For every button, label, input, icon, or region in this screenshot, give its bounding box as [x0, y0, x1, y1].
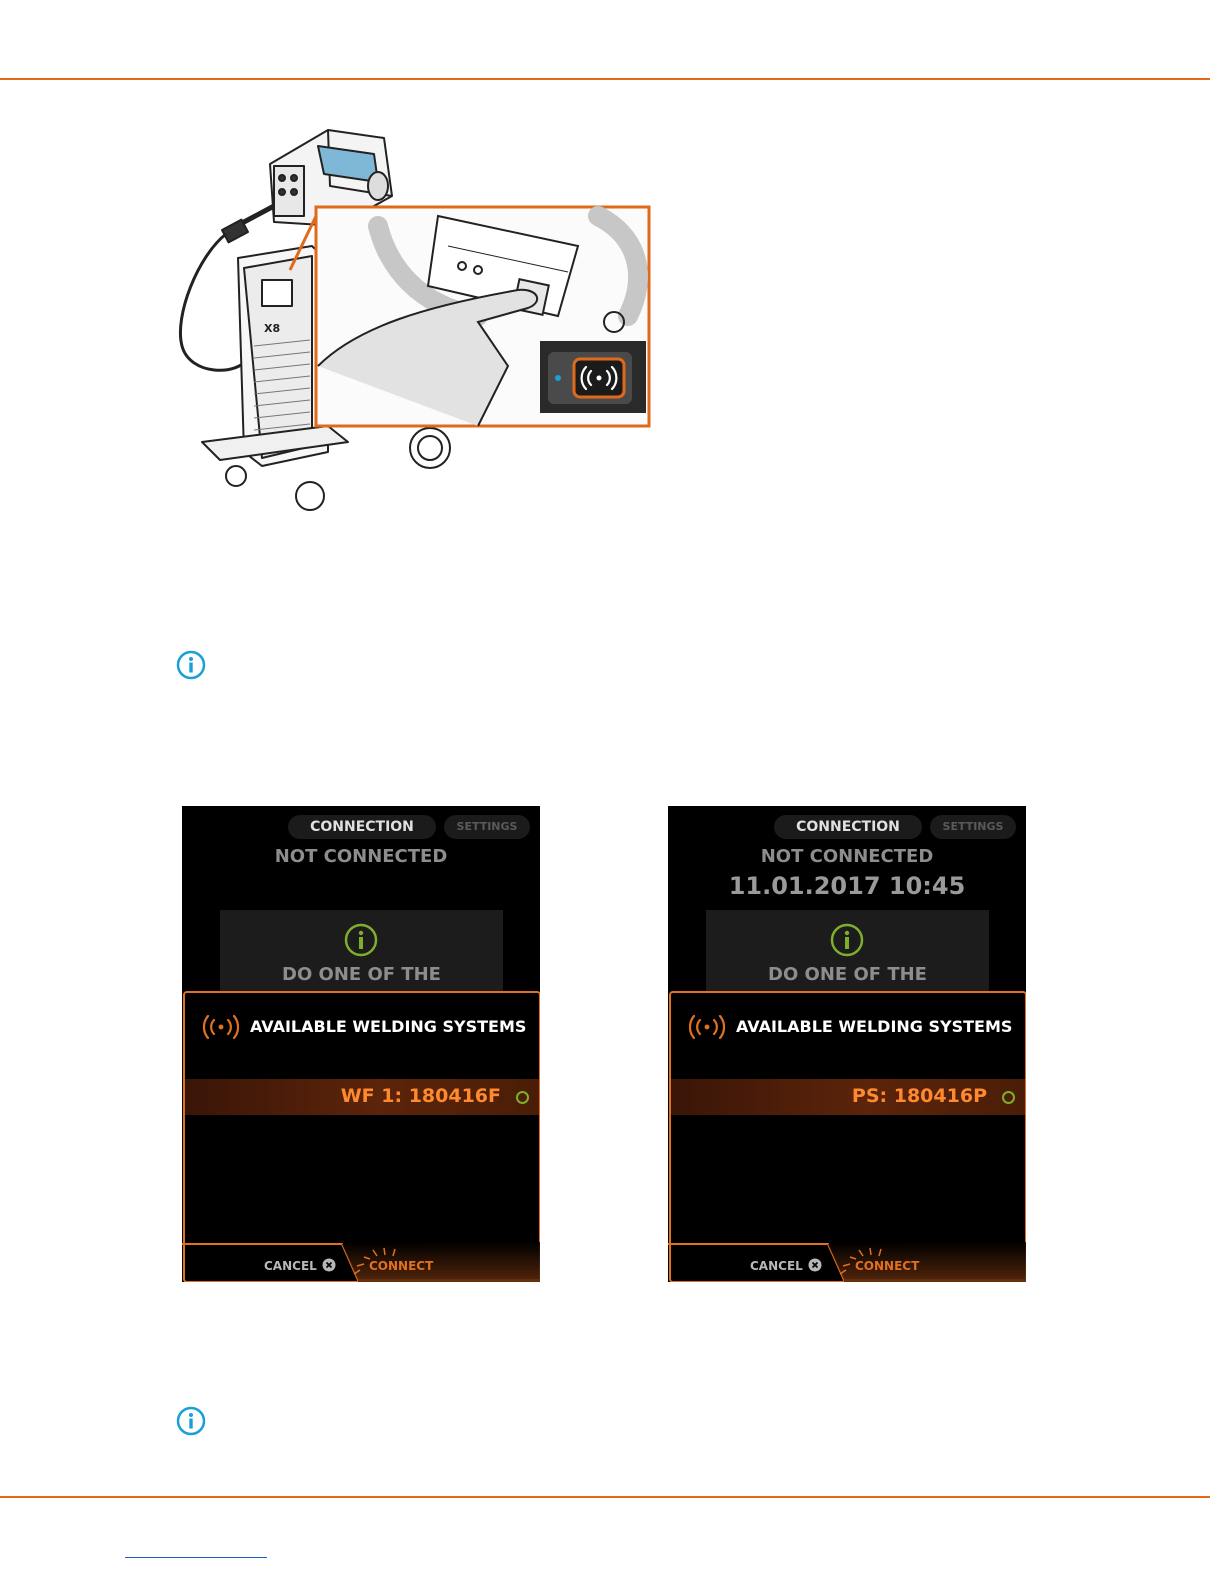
footer-rule — [0, 1496, 1210, 1498]
info-card — [706, 910, 989, 1000]
tab-settings[interactable]: SETTINGS — [930, 815, 1016, 839]
selection-radio[interactable] — [516, 1091, 529, 1104]
cancel-button[interactable]: CANCEL — [264, 1259, 317, 1273]
system-list-item[interactable] — [185, 1079, 539, 1115]
connection-status: NOT CONNECTED — [274, 846, 448, 867]
device-screen-power-source — [668, 806, 1026, 1282]
info-message: DO ONE OF THE — [282, 964, 441, 985]
info-message: DO ONE OF THE — [768, 964, 927, 985]
button-bar — [668, 1242, 1026, 1282]
selection-radio[interactable] — [1002, 1091, 1015, 1104]
header-rule — [0, 78, 1210, 80]
footer-link-underline[interactable] — [125, 1557, 267, 1558]
info-icon — [176, 650, 206, 680]
timestamp: 11.01.2017 10:45 — [728, 872, 966, 900]
tab-connection[interactable]: CONNECTION — [288, 815, 436, 839]
wireless-icon — [203, 1015, 239, 1039]
button-bar — [182, 1242, 540, 1282]
system-name: WF 1: 180416F — [340, 1085, 501, 1107]
dialog-title: AVAILABLE WELDING SYSTEMS — [736, 1017, 1013, 1036]
info-icon — [176, 1406, 206, 1436]
connection-status: NOT CONNECTED — [760, 846, 934, 867]
tab-settings[interactable]: SETTINGS — [444, 815, 530, 839]
wireless-icon — [689, 1015, 725, 1039]
close-circle-icon[interactable] — [322, 1258, 336, 1272]
available-systems-dialog — [183, 991, 540, 1282]
welding-machine-illustration — [178, 126, 654, 518]
cancel-button[interactable]: CANCEL — [750, 1259, 803, 1273]
close-circle-icon[interactable] — [808, 1258, 822, 1272]
connect-button[interactable]: CONNECT — [855, 1259, 920, 1273]
connect-button[interactable]: CONNECT — [369, 1259, 434, 1273]
available-systems-dialog — [669, 991, 1026, 1282]
brand-label: X8 — [264, 322, 281, 335]
info-icon — [343, 922, 379, 958]
info-icon — [829, 922, 865, 958]
info-card — [220, 910, 503, 1000]
system-list-item[interactable] — [671, 1079, 1025, 1115]
tab-connection[interactable]: CONNECTION — [774, 815, 922, 839]
device-screen-wire-feeder — [182, 806, 540, 1282]
system-name: PS: 180416P — [851, 1085, 987, 1107]
dialog-title: AVAILABLE WELDING SYSTEMS — [250, 1017, 527, 1036]
